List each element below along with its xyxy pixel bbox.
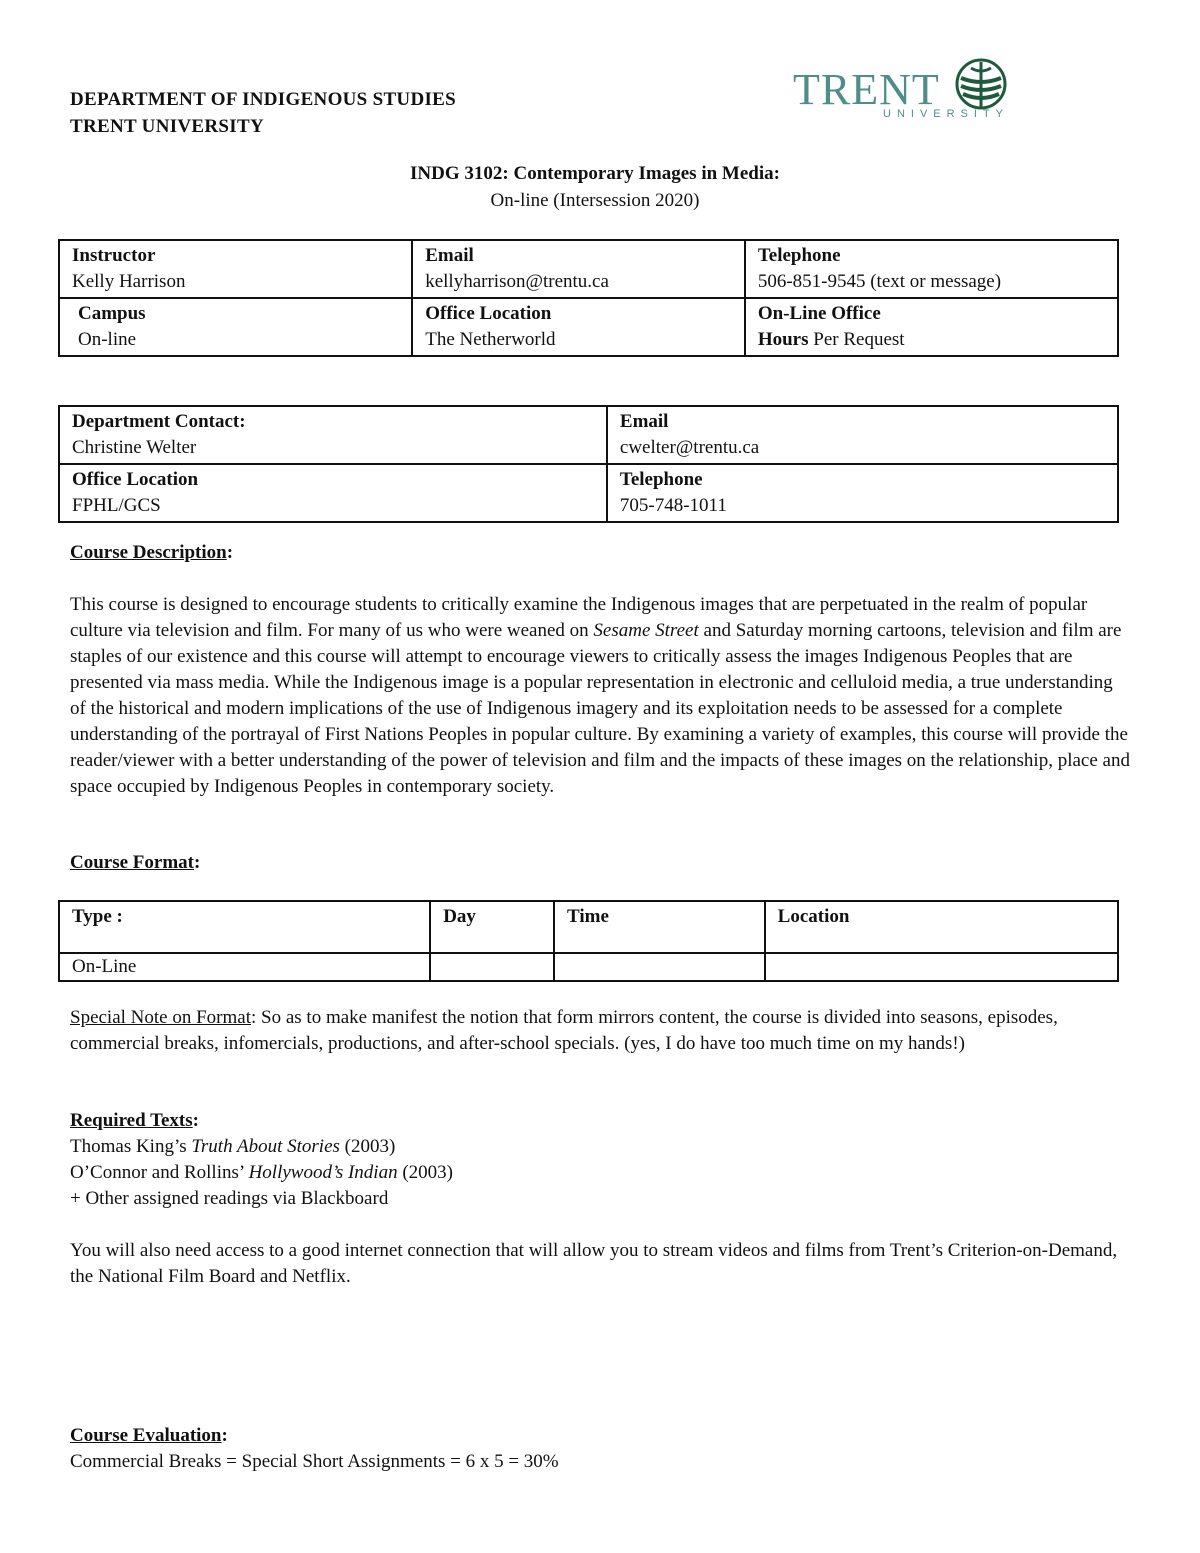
email-cell: [412, 240, 745, 298]
trent-logo: [793, 56, 1013, 126]
department-email-value: cwelter@trentu.ca: [619, 437, 760, 458]
description-text-2: and Saturday morning cartoons, television and film are staples of our existence and this course will attempt to encourage viewers to critically assess the images Indigenous Peoples that are presented via mass media. While the Indigenous image is a popular representation in electronic and celluloid media, a true understanding of the historical and modern implications of the use of Indigenous imagery and its exploitation needs to be assessed for a complete understanding of the portrayal of First Nations Peoples in popular culture. By examining a variety of examples, this course will provide the reader/viewer with a better understanding of the power of television and film and the impacts of these images on the relationship, place and space occupied by Indigenous Peoples in contemporary society.: [70, 620, 1130, 797]
email-value: kellyharrison@trentu.ca: [425, 271, 609, 292]
instructor-label: Instructor: [72, 245, 156, 266]
special-note-label: Special Note on Format: [70, 1007, 251, 1028]
required-texts-colon: :: [192, 1110, 199, 1131]
department-contact-table: [58, 405, 1119, 523]
telephone-label: Telephone: [757, 245, 841, 266]
format-heading-line: [70, 850, 1130, 876]
department-email-label: Email: [619, 411, 669, 432]
logo-subtext: UNIVERSITY: [883, 108, 1010, 120]
format-heading-colon: :: [194, 852, 201, 873]
department-telephone-cell: [607, 464, 1118, 522]
department-office-value: FPHL/GCS: [72, 495, 161, 516]
format-cell-location: [765, 953, 1118, 981]
required-text-item: [70, 1160, 1130, 1186]
description-heading-colon: :: [226, 542, 234, 563]
office-location-value: The Netherworld: [425, 329, 556, 350]
telephone-value: 506-851-9545 (text or message): [757, 271, 1002, 292]
evaluation-colon: :: [221, 1425, 228, 1446]
course-title: INDG 3102: Contemporary Images in Media:: [410, 163, 780, 184]
evaluation-heading: Course Evaluation: [70, 1425, 222, 1446]
description-text-1: This course is designed to encourage students to critically examine the Indigenous images that are perpetuated in the realm of popular culture via television and film. For many of us who were weaned on: [70, 594, 1088, 641]
description-heading-line: [70, 540, 1130, 566]
instructor-value: Kelly Harrison: [72, 271, 186, 292]
department-contact-cell: [59, 406, 607, 464]
email-label: Email: [425, 245, 474, 266]
department-telephone-label: Telephone: [619, 469, 703, 490]
office-hours-label: On-Line Office: [757, 303, 881, 324]
department-office-cell: [59, 464, 607, 522]
description-italic: Sesame Street: [593, 620, 699, 641]
item2-pre: O’Connor and Rollins’: [70, 1162, 249, 1183]
special-note: [70, 1005, 1130, 1057]
office-location-cell: [412, 298, 745, 356]
required-texts-section: [70, 1108, 1130, 1212]
required-texts-heading: Required Texts: [70, 1110, 193, 1131]
format-col-type: Type :: [59, 901, 430, 953]
department-name: DEPARTMENT OF INDIGENOUS STUDIES: [70, 89, 457, 110]
instructor-cell: [59, 240, 412, 298]
required-text-item: [70, 1134, 1130, 1160]
item1-post: (2003): [339, 1136, 396, 1157]
campus-label: Campus: [78, 303, 146, 324]
logo-wordmark: TRENT: [793, 65, 940, 114]
format-cell-type: On-Line: [59, 953, 430, 981]
item1-title: Truth About Stories: [191, 1136, 340, 1157]
department-office-label: Office Location: [72, 469, 199, 490]
description-paragraph: [70, 592, 1130, 800]
department-header: [70, 86, 456, 140]
evaluation-line-1: Commercial Breaks = Special Short Assignments = 6 x 5 = 30%: [70, 1451, 559, 1472]
format-table: [58, 900, 1119, 982]
item2-post: (2003): [397, 1162, 453, 1183]
office-hours-line: [758, 327, 1105, 353]
department-telephone-value: 705-748-1011: [619, 495, 727, 516]
item1-pre: Thomas King’s: [70, 1136, 192, 1157]
special-note-text: : So as to make manifest the notion that form mirrors content, the course is divided into seasons, episodes, commercial breaks, infomercials, productions, and after-school specials. (yes, I do have too much time on my hands!): [70, 1007, 1058, 1054]
item2-title: Hollywood’s Indian: [248, 1162, 398, 1183]
required-text-item: + Other assigned readings via Blackboard: [70, 1188, 389, 1209]
access-paragraph: You will also need access to a good internet connection that will allow you to stream videos and films from Trent’s Criterion-on-Demand, the National Film Board and Netflix.: [70, 1240, 1118, 1287]
format-col-time: Time: [554, 901, 765, 953]
description-heading: Course Description: [70, 542, 227, 563]
format-col-location: Location: [765, 901, 1118, 953]
campus-cell: [59, 298, 412, 356]
instructor-table: [58, 239, 1119, 357]
hours-label: Hours: [757, 329, 809, 350]
format-col-day: Day: [430, 901, 554, 953]
format-heading: Course Format: [70, 852, 194, 873]
campus-value: On-line: [78, 329, 137, 350]
evaluation-section: [70, 1423, 1130, 1475]
department-contact-value: Christine Welter: [72, 437, 197, 458]
telephone-cell: [745, 240, 1118, 298]
office-location-label: Office Location: [425, 303, 552, 324]
office-hours-cell: [745, 298, 1118, 356]
format-cell-day: [430, 953, 554, 981]
office-hours-value: Per Request: [808, 329, 905, 350]
course-subtitle: On-line (Intersession 2020): [490, 190, 700, 211]
tree-logo-icon: [953, 56, 1009, 112]
department-contact-label: Department Contact:: [72, 411, 246, 432]
department-email-cell: [607, 406, 1118, 464]
university-name: TRENT UNIVERSITY: [70, 116, 264, 137]
format-cell-time: [554, 953, 765, 981]
